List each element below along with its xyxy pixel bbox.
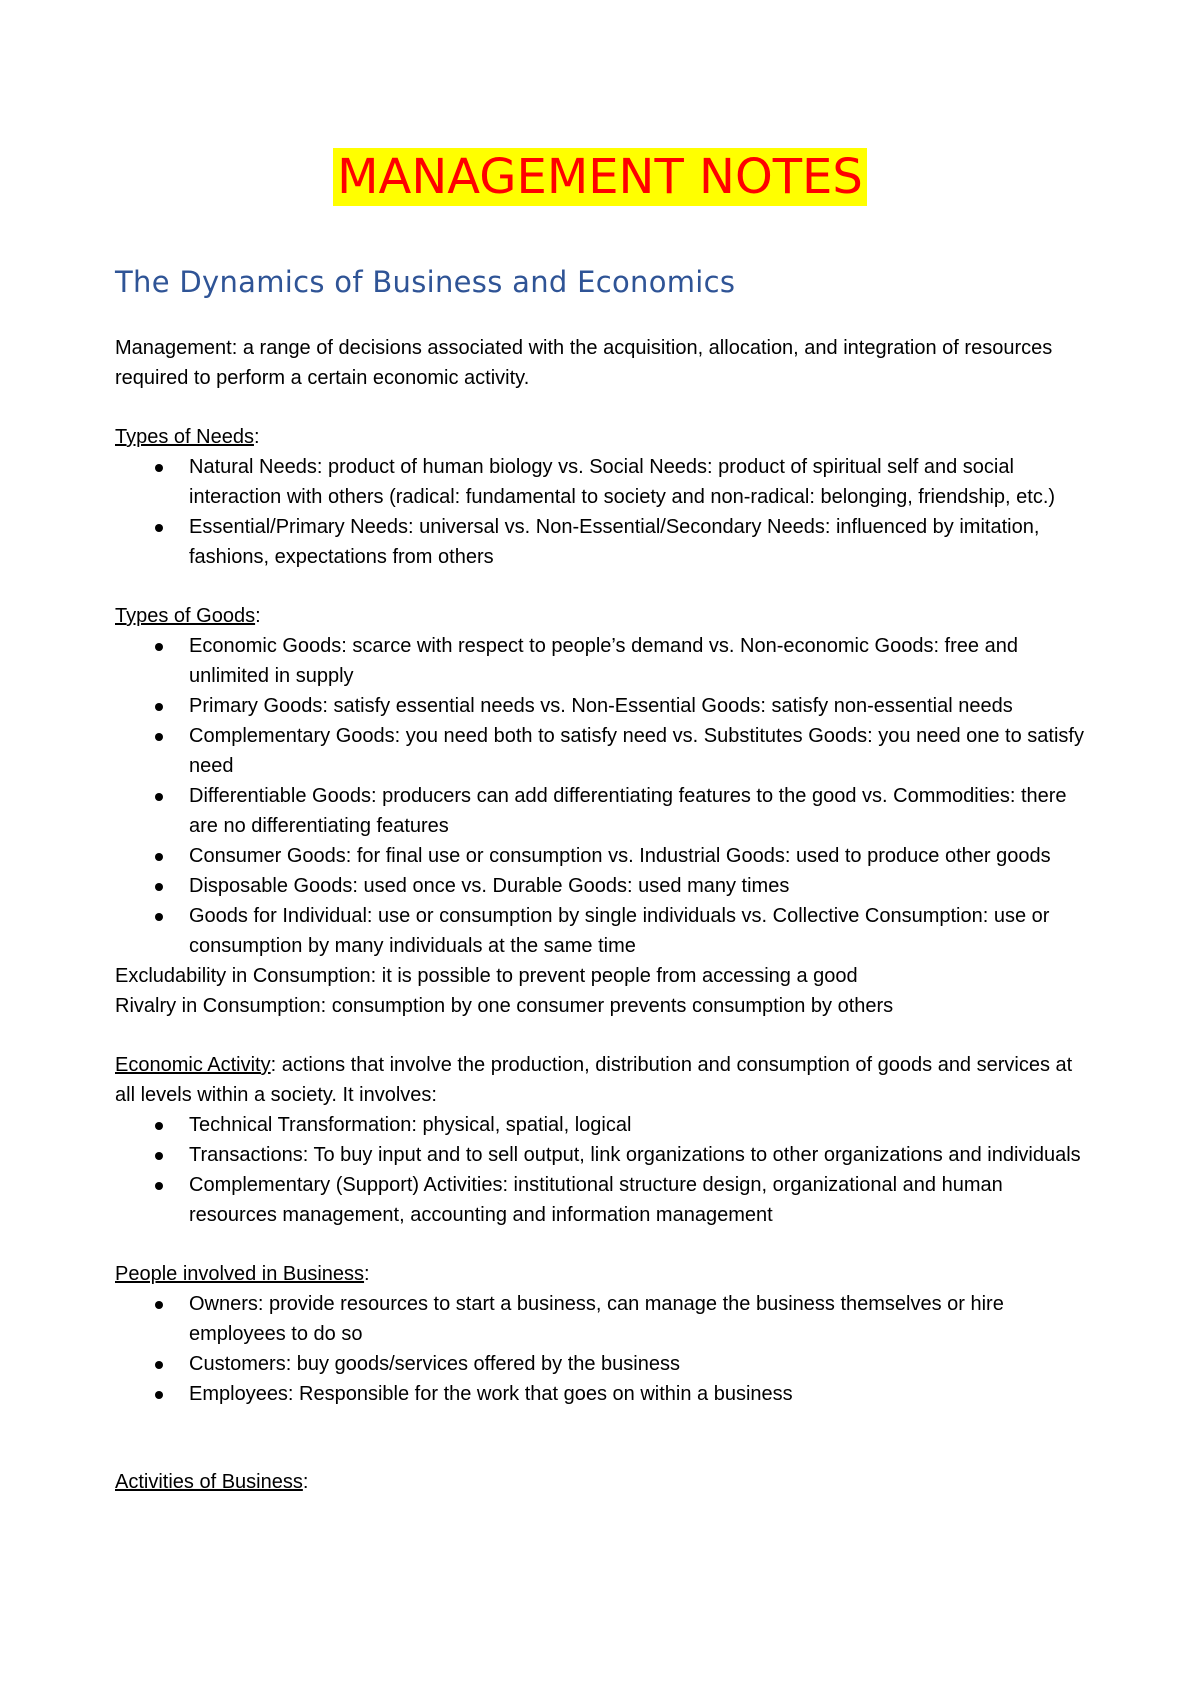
list-item-text: Complementary (Support) Activities: institutional structure design, organizational and human resources management, accounting and information management (189, 1174, 1003, 1226)
bullet-icon (155, 1361, 163, 1369)
list-item (115, 781, 1095, 841)
list-item (115, 691, 1095, 721)
management-definition: Management: a range of decisions associated with the acquisition, allocation, and integration of resources required to perform a certain economic activity. (115, 337, 1053, 389)
needs-colon: : (253, 426, 260, 448)
goods-list (115, 631, 1095, 961)
people-heading (115, 1259, 1095, 1289)
list-item (115, 1349, 1095, 1379)
list-item-text: Goods for Individual: use or consumption by single individuals vs. Collective Consumption: use or consumption by many individuals at the same time (189, 905, 1050, 957)
list-item-text: Employees: Responsible for the work that goes on within a business (189, 1383, 793, 1405)
title-block (0, 148, 1200, 206)
people-list (115, 1289, 1095, 1409)
document-title: MANAGEMENT NOTES (333, 148, 867, 206)
rivalry-definition: Rivalry in Consumption: consumption by one consumer prevents consumption by others (115, 995, 894, 1017)
list-item (115, 631, 1095, 691)
excludability-definition: Excludability in Consumption: it is possible to prevent people from accessing a good (115, 965, 858, 987)
list-item (115, 1140, 1095, 1170)
economic-activity-list (115, 1110, 1095, 1230)
list-item (115, 721, 1095, 781)
needs-label: Types of Needs (115, 426, 254, 448)
document-body (115, 333, 1095, 1497)
economic-activity-paragraph (115, 1050, 1095, 1110)
list-item-text: Customers: buy goods/services offered by the business (189, 1353, 680, 1375)
bullet-icon (155, 1152, 163, 1160)
list-item-text: Differentiable Goods: producers can add differentiating features to the good vs. Commodities: there are no differentiating features (189, 785, 1067, 837)
bullet-icon (155, 1182, 163, 1190)
list-item-text: Owners: provide resources to start a business, can manage the business themselves or hire employees to do so (189, 1293, 1004, 1345)
bullet-icon (155, 464, 163, 472)
goods-heading (115, 601, 1095, 631)
activities-heading (115, 1467, 1095, 1497)
list-item-text: Transactions: To buy input and to sell output, link organizations to other organizations and individuals (189, 1144, 1081, 1166)
bullet-icon (155, 524, 163, 532)
activities-colon: : (302, 1471, 309, 1493)
list-item (115, 1289, 1095, 1349)
list-item (115, 871, 1095, 901)
list-item (115, 901, 1095, 961)
list-item-text: Consumer Goods: for final use or consumption vs. Industrial Goods: used to produce other goods (189, 845, 1051, 867)
goods-label: Types of Goods (115, 605, 256, 627)
goods-colon: : (255, 605, 261, 627)
list-item-text: Complementary Goods: you need both to satisfy need vs. Substitutes Goods: you need one to satisfy need (189, 725, 1084, 777)
bullet-icon (155, 913, 163, 921)
list-item-text: Disposable Goods: used once vs. Durable Goods: used many times (189, 875, 790, 897)
bullet-icon (155, 703, 163, 711)
people-label: People involved in Business (115, 1263, 365, 1285)
list-item-text: Essential/Primary Needs: universal vs. Non-Essential/Secondary Needs: influenced by imitation, fashions, expectations from others (189, 516, 1040, 568)
list-item (115, 841, 1095, 871)
bullet-icon (155, 853, 163, 861)
list-item (115, 1110, 1095, 1140)
list-item (115, 512, 1095, 572)
activities-label: Activities of Business (115, 1471, 303, 1493)
economic-activity-label: Economic Activity (115, 1054, 271, 1076)
economic-activity-text: : actions that involve the production, distribution and consumption of goods and services at all levels within a society. It involves: (115, 1054, 1073, 1106)
list-item-text: Economic Goods: scarce with respect to people’s demand vs. Non-economic Goods: free and unlimited in supply (189, 635, 1018, 687)
list-item-text: Technical Transformation: physical, spatial, logical (189, 1114, 632, 1136)
list-item (115, 1170, 1095, 1230)
bullet-icon (155, 733, 163, 741)
section-heading: The Dynamics of Business and Economics (115, 265, 736, 299)
people-colon: : (364, 1263, 370, 1285)
needs-heading (115, 422, 1095, 452)
bullet-icon (155, 883, 163, 891)
bullet-icon (155, 1301, 163, 1309)
list-item (115, 452, 1095, 512)
bullet-icon (155, 643, 163, 651)
list-item-text: Primary Goods: satisfy essential needs vs. Non-Essential Goods: satisfy non-essential needs (189, 695, 1013, 717)
needs-list (115, 452, 1095, 572)
list-item (115, 1379, 1095, 1409)
bullet-icon (155, 793, 163, 801)
bullet-icon (155, 1122, 163, 1130)
bullet-icon (155, 1391, 163, 1399)
list-item-text: Natural Needs: product of human biology vs. Social Needs: product of spiritual self and social interaction with others (radical: fundamental to society and non-radical: belonging, friendship, etc.) (189, 456, 1056, 508)
